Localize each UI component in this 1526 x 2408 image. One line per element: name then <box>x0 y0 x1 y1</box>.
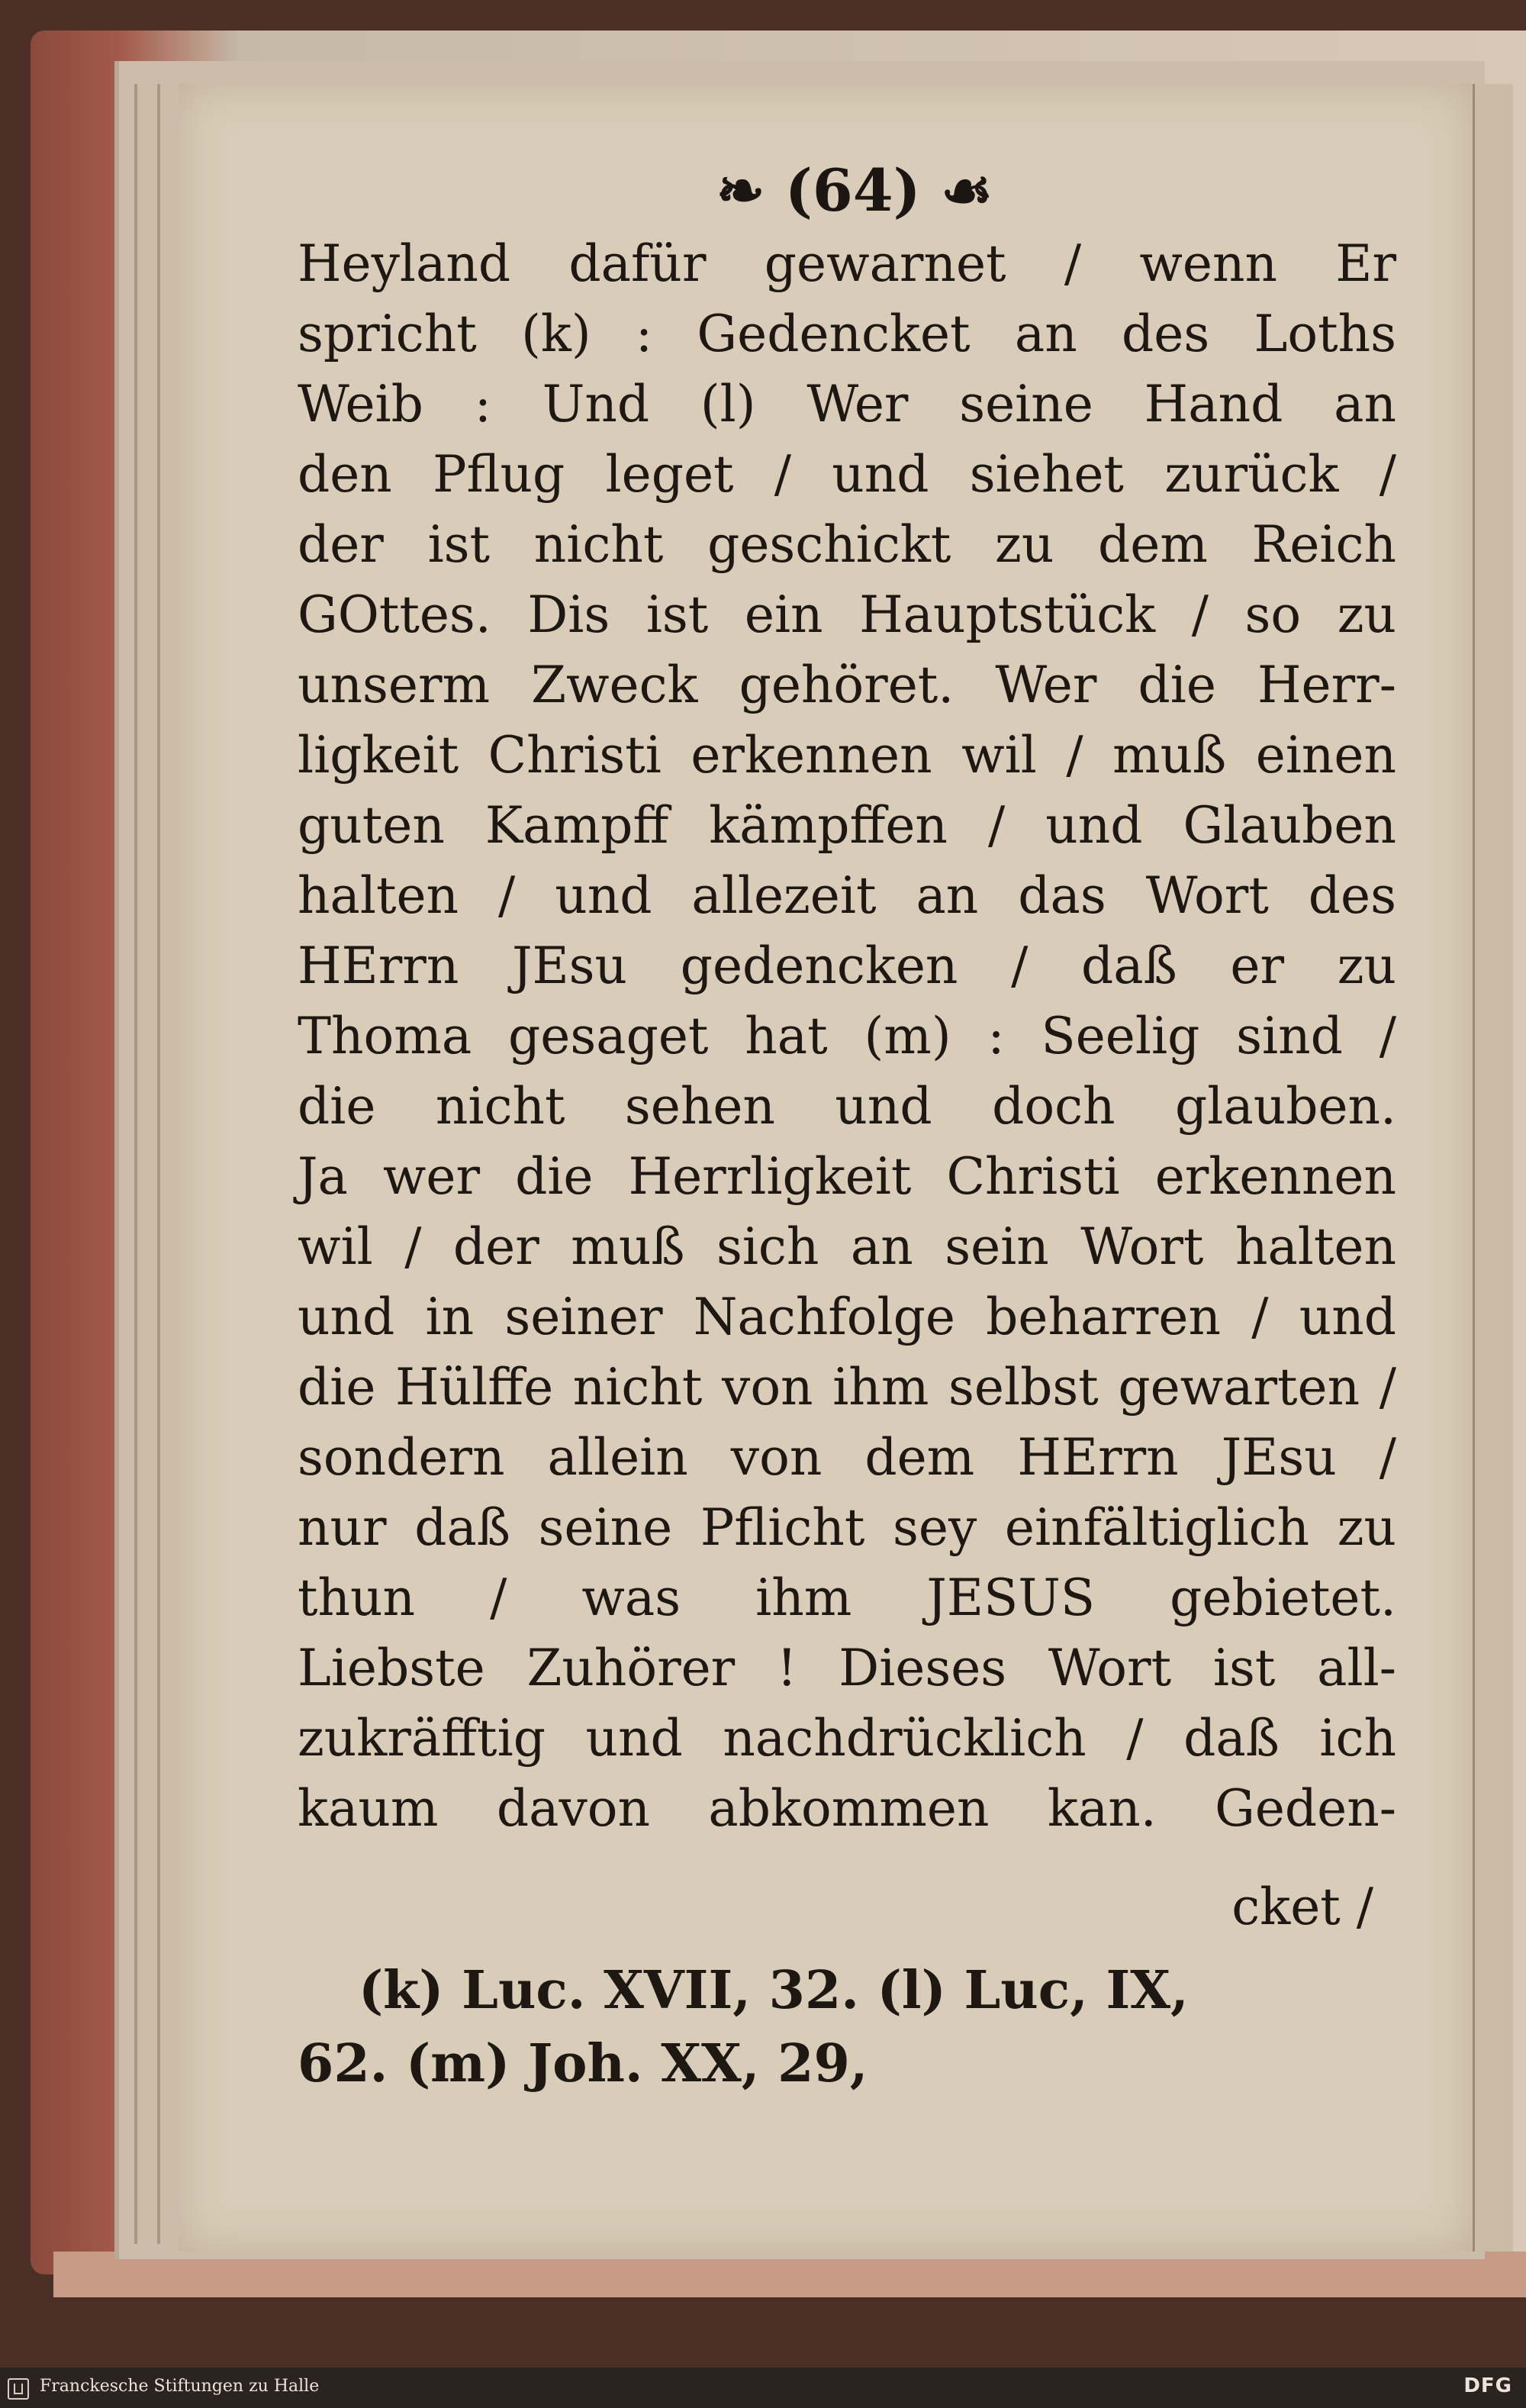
body-text <box>298 229 1396 1844</box>
text-line: und in seiner Nachfolge beharren / und <box>298 1288 1396 1346</box>
text-line: Ja wer die Herrligkeit Christi erkennen <box>298 1147 1396 1206</box>
page-header: ❧ (64) ☙ <box>716 156 993 224</box>
text-line: thun / was ihm JESUS gebietet. <box>298 1568 1396 1627</box>
institution-name: Franckesche Stiftungen zu Halle <box>40 2377 320 2396</box>
dfg-logo: DFG <box>1463 2374 1512 2397</box>
text-line: der ist nicht geschickt zu dem Reich <box>298 515 1396 574</box>
text-line: ligkeit Christi erkennen wil / muß einen <box>298 726 1396 785</box>
catchword: cket / <box>1231 1878 1373 1936</box>
text-line: zukräfftig und nachdrücklich / daß ich <box>298 1709 1396 1768</box>
footnote-line: 62. (m) Joh. XX, 29, <box>298 2033 868 2094</box>
text-line: unserm Zweck gehöret. Wer die Herr- <box>298 656 1396 714</box>
text-line: guten Kampff kämpffen / und Glauben <box>298 796 1396 855</box>
text-line: halten / und allezeit an das Wort des <box>298 866 1396 925</box>
text-line: Liebste Zuhörer ! Dieses Wort ist all- <box>298 1639 1396 1697</box>
text-line: die nicht sehen und doch glauben. <box>298 1077 1396 1136</box>
text-line: Thoma gesaget hat (m) : Seelig sind / <box>298 1007 1396 1065</box>
text-line: kaum davon abkommen kan. Geden- <box>298 1779 1396 1838</box>
institution-logo-icon <box>8 2378 29 2400</box>
footnotes <box>298 1954 1373 2100</box>
text-line: Weib : Und (l) Wer seine Hand an <box>298 375 1396 434</box>
text-line: die Hülffe nicht von ihm selbst gewarten / <box>298 1358 1396 1417</box>
text-line: nur daß seine Pflicht sey einfältiglich zu <box>298 1498 1396 1557</box>
text-line: Heyland dafür gewarnet / wenn Er <box>298 234 1396 293</box>
text-line: wil / der muß sich an sein Wort halten <box>298 1217 1396 1276</box>
text-line: spricht (k) : Gedencket an des Loths <box>298 305 1396 363</box>
text-line: den Pflug leget / und siehet zurück / <box>298 445 1396 504</box>
text-line: sondern allein von dem HErrn JEsu / <box>298 1428 1396 1487</box>
text-line: GOttes. Dis ist ein Hauptstück / so zu <box>298 585 1396 644</box>
page-edge <box>1473 84 1513 2252</box>
text-line: HErrn JEsu gedencken / daß er zu <box>298 936 1396 995</box>
footnote-line: (k) Luc. XVII, 32. (l) Luc, IX, <box>359 1960 1189 2021</box>
